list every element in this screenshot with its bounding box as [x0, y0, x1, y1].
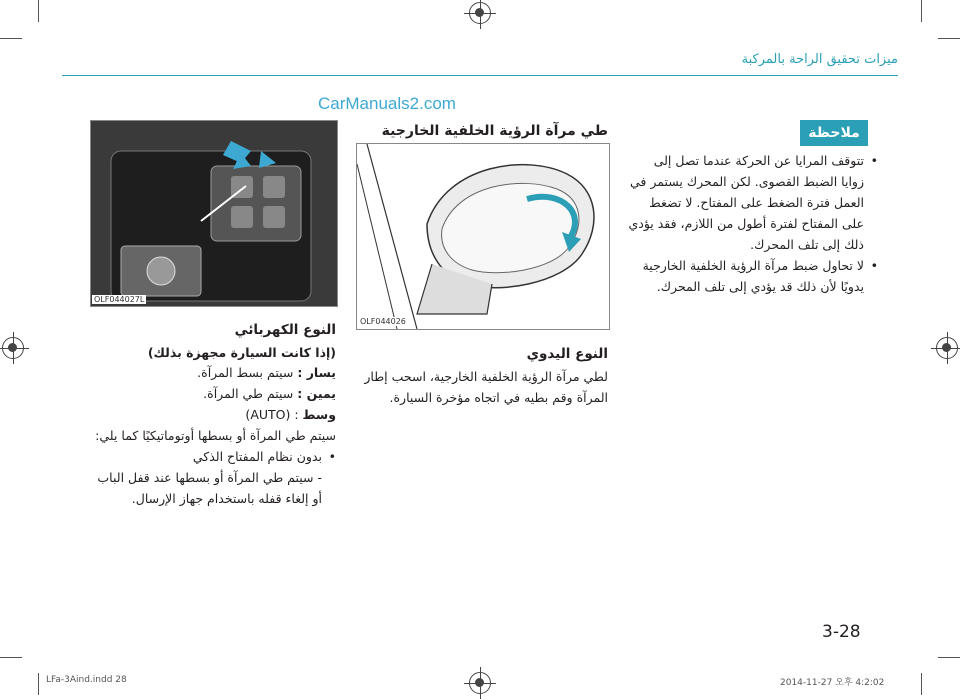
image-caption: OLF044027L [94, 295, 145, 304]
side-mirror-illustration [357, 144, 609, 329]
file-info: LFa-3Aind.indd 28 [46, 675, 127, 685]
mirror-image [356, 143, 610, 330]
image-caption: OLF044026 [360, 317, 406, 326]
folding-heading: طي مرآة الرؤية الخلفية الخارجية [381, 123, 608, 139]
fold-switch-image [90, 120, 338, 307]
section-title: ميزات تحقيق الراحة بالمركبة [741, 52, 898, 67]
crop-mark [38, 673, 39, 695]
caution-badge: ملاحظة [800, 120, 868, 146]
crop-mark [38, 0, 39, 22]
watermark: CarManuals2.com [318, 94, 456, 113]
switch-position-left: يسار : سيتم بسط المرآة. [197, 365, 336, 380]
registration-mark-icon [936, 337, 958, 359]
registration-mark-icon [469, 672, 491, 694]
electric-type-heading: النوع الكهربائي [234, 322, 336, 338]
crop-mark [938, 657, 960, 658]
page-number: 3-28 [822, 622, 861, 642]
auto-condition-bullet: • بدون نظام المفتاح الذكي [90, 446, 336, 467]
crop-mark [921, 0, 922, 22]
crop-mark [938, 38, 960, 39]
crop-mark [921, 673, 922, 695]
equipment-note: (إذا كانت السيارة مجهزة بذلك) [147, 345, 336, 360]
auto-condition-detail: - سيتم طي المرآة أو بسطها عند قفل الباب أو إلغاء قفله باستخدام جهاز الإرسال. [97, 470, 322, 506]
registration-mark-icon [2, 337, 24, 359]
caution-bullet: • تتوقف المرايا عن الحركة عندما تصل إلى زوايا الضبط القصوى. لكن المحرك يستمر في العمل فترة الضغط على المفتاح. لا تضغط على المفتاح لفترة أطول من اللازم، فقد يؤدي ذلك إلى تلف المحرك. [628, 150, 878, 255]
caution-bullet: • لا تحاول ضبط مرآة الرؤية الخلفية الخارجية يدويًا لأن ذلك قد يؤدي إلى تلف المحرك. [628, 255, 878, 297]
caution-list [628, 150, 878, 297]
header-rule [62, 75, 898, 76]
switch-positions [90, 362, 336, 425]
switch-position-center: وسط : (AUTO) [245, 407, 336, 422]
auto-conditions [90, 446, 336, 467]
crop-mark [0, 38, 22, 39]
manual-type-heading: النوع اليدوي [526, 346, 608, 362]
manual-type-body: لطي مرآة الرؤية الخلفية الخارجية، اسحب إطار المرآة وقم بطيه في اتجاه مؤخرة السيارة. [364, 369, 608, 405]
registration-mark-icon [469, 2, 491, 24]
door-switch-illustration [91, 121, 337, 306]
crop-mark [0, 657, 22, 658]
date-info: 2014-11-27 오후 4:2:02 [780, 678, 885, 688]
switch-position-right: يمين : سيتم طي المرآة. [203, 386, 336, 401]
auto-intro: سيتم طي المرآة أو بسطها أوتوماتيكيًا كما يلي: [95, 428, 336, 443]
